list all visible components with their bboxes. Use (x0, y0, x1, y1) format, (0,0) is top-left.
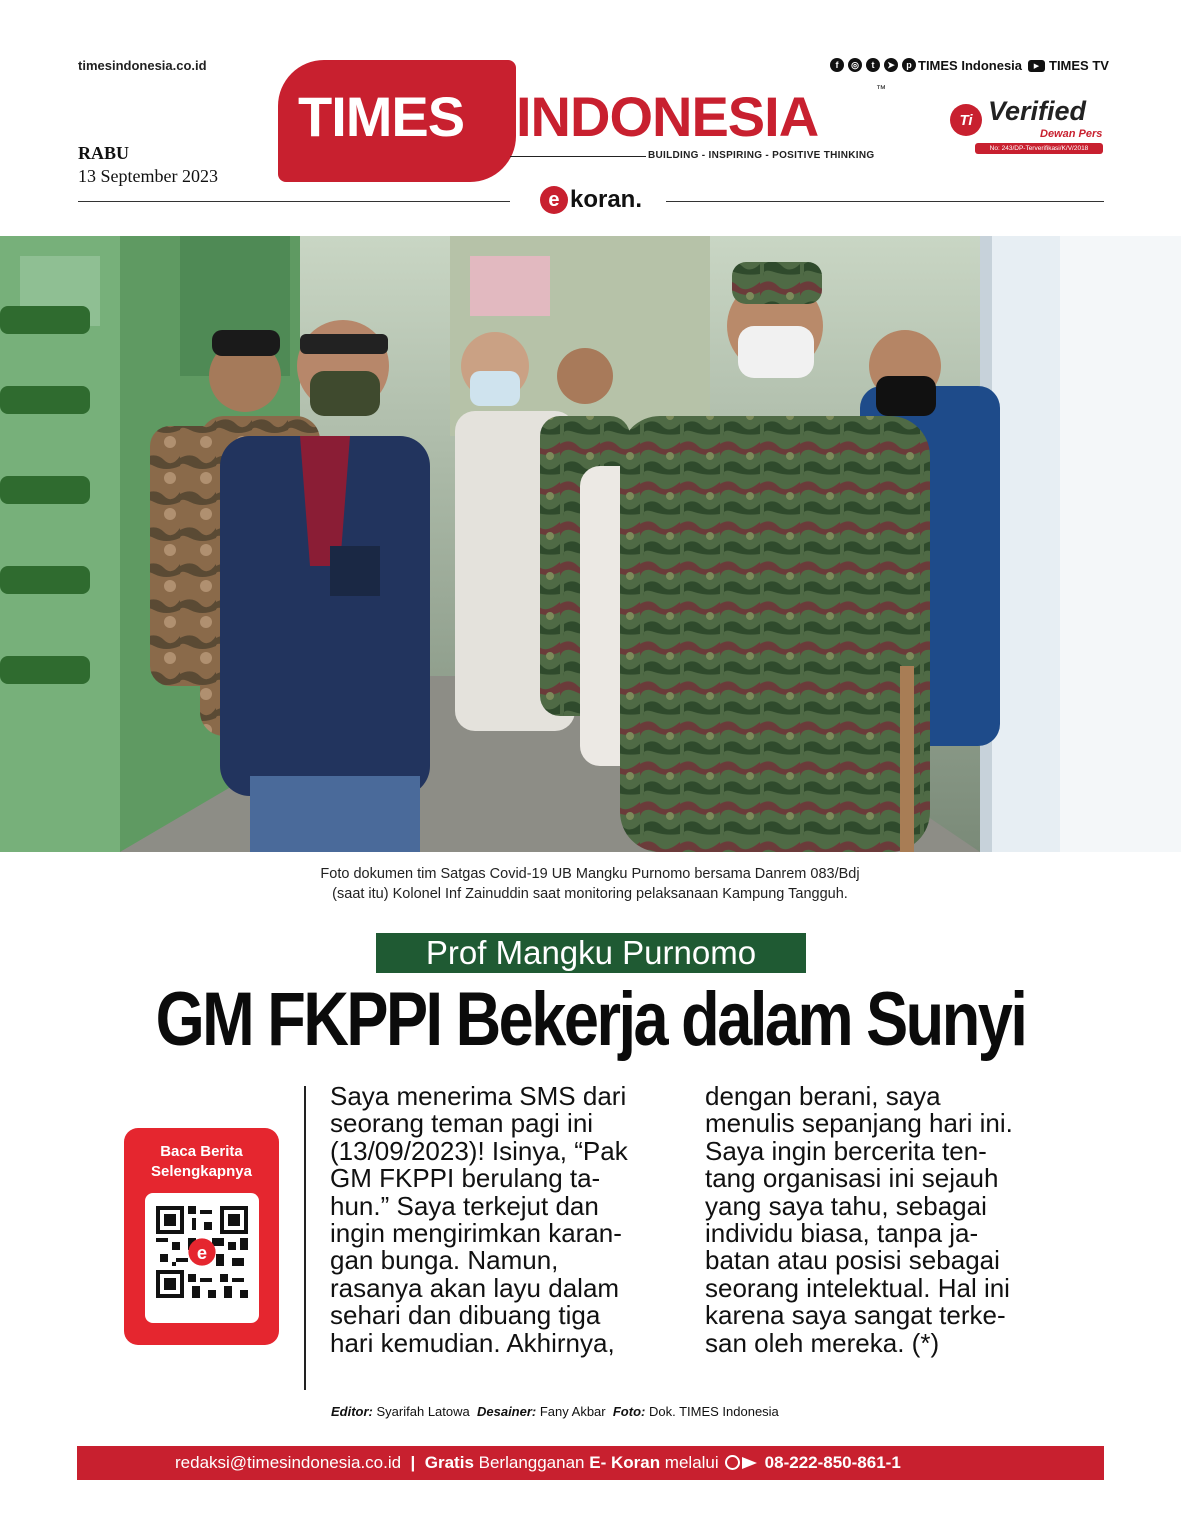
designer-label: Desainer: (476, 1404, 537, 1419)
ekoran-text: koran. (569, 186, 643, 213)
telegram-icon[interactable]: ➤ (884, 58, 898, 72)
twitter-icon[interactable]: t (866, 58, 880, 72)
footer-ekoran: E- Koran (589, 1453, 661, 1472)
footer-phone[interactable]: 08-222-850-861-1 (764, 1453, 901, 1472)
footer-separator: | (410, 1453, 416, 1472)
verified-badge-icon: Ti (950, 104, 982, 136)
header-divider-left (78, 201, 510, 202)
tagline-rule (510, 156, 646, 157)
social-label[interactable]: TIMES Indonesia (918, 58, 1023, 73)
photo-credit: Dok. TIMES Indonesia (648, 1404, 779, 1419)
site-url[interactable]: timesindonesia.co.id (78, 58, 207, 73)
whatsapp-icon[interactable] (725, 1455, 740, 1470)
times-tv-label[interactable]: TIMES TV (1049, 58, 1109, 73)
footer-bar (77, 1446, 1104, 1480)
pinterest-icon[interactable]: p (902, 58, 916, 72)
issue-date: 13 September 2023 (78, 166, 218, 186)
editor-label: Editor: (331, 1404, 373, 1419)
facebook-icon[interactable]: f (830, 58, 844, 72)
photo-credit-label: Foto: (612, 1404, 646, 1419)
verified-subtitle: Dewan Pers (1040, 128, 1103, 140)
logo-times-text: TIMES (298, 85, 465, 148)
verified-title: Verified (988, 96, 1087, 126)
qr-title (124, 1142, 279, 1182)
article-photo (0, 236, 1181, 852)
article-body-column-1: Saya menerima SMS dari seorang teman pagi ini (13/09/2023)! Isinya, “Pak GM FKPPI berulang ta- hun.” Saya terkejut dan ingin mengirimkan karan- gan bunga. Namun, rasanya akan layu dalam sehari dan dibuang tiga hari kemudian. Akhirnya, (330, 1081, 628, 1358)
designer-name: Fany Akbar (539, 1404, 606, 1419)
svg-text:e: e (196, 1241, 208, 1263)
header-divider-right (660, 201, 1104, 202)
article-body-column-2: dengan berani, saya menulis sepanjang hari ini. Saya ingin bercerita ten- tang organisasi ini sejauh yang saya tahu, sebagai individu biasa, tanpa ja- batan atau posisi sebagai seorang intelektual. Hal ini karena saya sangat terke- san oleh mereka. (*) (705, 1081, 1013, 1358)
article-credits (331, 1404, 779, 1419)
article-kicker: Prof Mangku Purnomo (376, 933, 806, 973)
photo-caption (210, 864, 970, 904)
youtube-icon[interactable]: ▶ (1028, 60, 1045, 72)
telegram-icon[interactable] (742, 1457, 757, 1469)
footer-gratis: Gratis (424, 1453, 474, 1472)
qr-title-line-2: Selengkapnya (151, 1163, 252, 1180)
qr-title-line-1: Baca Berita (160, 1143, 243, 1160)
ekoran-e-icon: e (540, 186, 568, 214)
column-rule (304, 1086, 306, 1390)
footer-text-1: Berlangganan (473, 1453, 590, 1472)
ekoran-logo (516, 182, 666, 218)
editor-name: Syarifah Latowa (376, 1404, 470, 1419)
instagram-icon[interactable]: ◎ (848, 58, 862, 72)
qr-code[interactable] (145, 1193, 259, 1323)
article-headline: GM FKPPI Bekerja dalam Sunyi (155, 977, 1026, 1062)
logo-tagline: BUILDING - INSPIRING - POSITIVE THINKING (648, 150, 875, 161)
social-icons (830, 58, 916, 72)
logo-indonesia-text: INDONESIA (516, 85, 819, 148)
trademark-symbol: ™ (876, 84, 886, 95)
verified-number: No: 243/DP-Terverifikasi/K/V/2018 (975, 143, 1103, 154)
photo-caption-line-2: (saat itu) Kolonel Inf Zainuddin saat monitoring pelaksanaan Kampung Tangguh. (332, 886, 848, 902)
qr-code-icon (156, 1206, 248, 1298)
footer-text-2: melalui (660, 1453, 719, 1472)
issue-day: RABU (78, 143, 130, 163)
footer-email[interactable]: redaksi@timesindonesia.co.id (175, 1453, 402, 1472)
photo-caption-line-1: Foto dokumen tim Satgas Covid-19 UB Mangku Purnomo bersama Danrem 083/Bdj (320, 866, 860, 882)
